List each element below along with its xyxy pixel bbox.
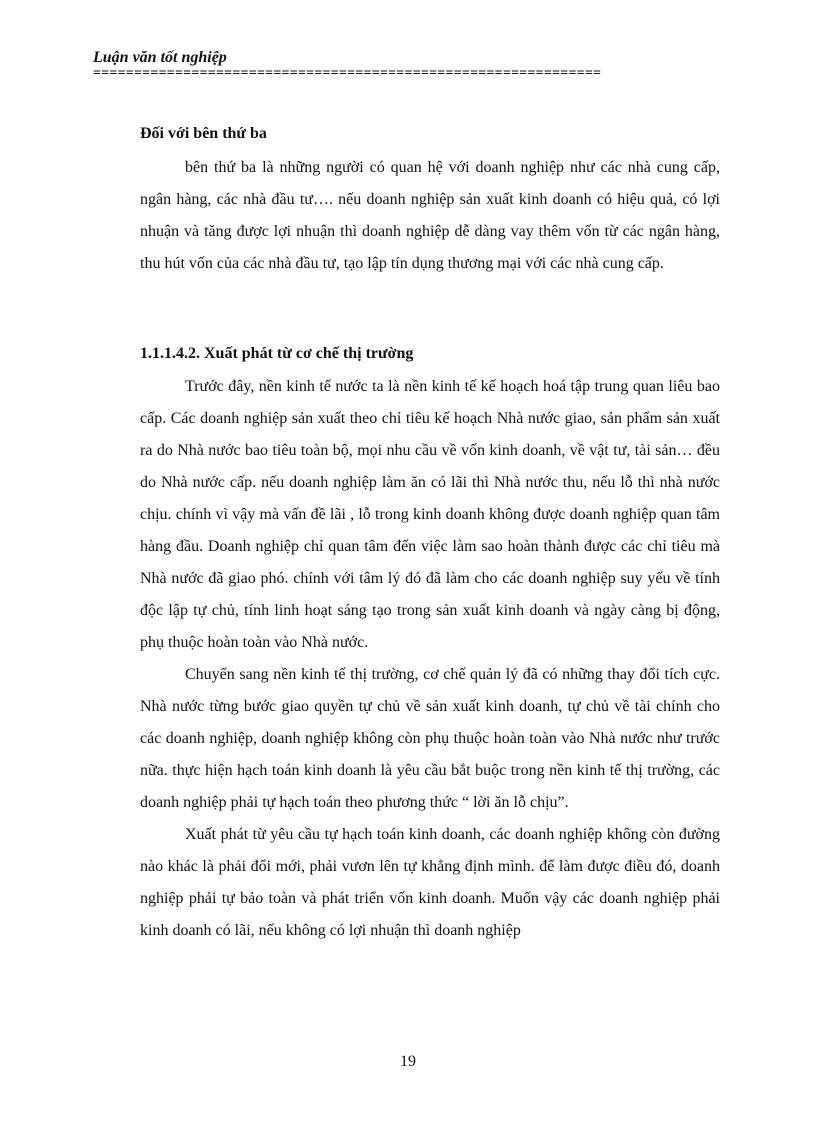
- section-third-party: [140, 124, 720, 280]
- paragraph: Chuyển sang nền kinh tế thị trường, cơ chế quản lý đã có những thay đổi tích cực. Nhà nước từng bước giao quyền tự chủ về sản xuất kinh doanh, tự chủ về tài chính cho các doanh nghiệp, doanh nghiệp không còn phụ thuộc hoàn toàn vào Nhà nước như trước nữa. thực hiện hạch toán kinh doanh là yêu cầu bắt buộc trong nền kinh tế thị trường, các doanh nghiệp phải tự hạch toán theo phương thức “ lời ăn lỗ chịu”.: [140, 666, 720, 811]
- section-heading: Đối với bên thứ ba: [140, 125, 267, 142]
- section-market-mechanism: [140, 344, 720, 947]
- section-heading: 1.1.1.4.2. Xuất phát từ cơ chế thị trường: [140, 345, 414, 362]
- paragraph: Xuất phát từ yêu cầu tự hạch toán kinh doanh, các doanh nghiệp không còn đường nào khác là phải đổi mới, phải vươn lên tự khẳng định mình. để làm được điều đó, doanh nghiệp phải tự bảo toàn và phát triển vốn kinh doanh. Muốn vậy các doanh nghiệp phải kinh doanh có lãi, nếu không có lợi nhuận thì doanh nghiệp: [140, 826, 720, 939]
- header-divider: ==============================================================: [93, 66, 602, 81]
- page-number: 19: [400, 1053, 416, 1070]
- paragraph: bên thứ ba là những người có quan hệ với doanh nghiệp như các nhà cung cấp, ngân hàng, các nhà đầu tư…. nếu doanh nghiệp sản xuất kinh doanh có hiệu quả, có lợi nhuận và tăng được lợi nhuận thì doanh nghiệp dễ dàng vay thêm vốn từ các ngân hàng, thu hút vốn của các nhà đầu tư, tạo lập tín dụng thương mại với các nhà cung cấp.: [140, 159, 720, 272]
- paragraph: Trước đây, nền kinh tế nước ta là nền kinh tế kế hoạch hoá tập trung quan liêu bao cấp. Các doanh nghiệp sản xuất theo chỉ tiêu kế hoạch Nhà nước giao, sản phẩm sản xuất ra do Nhà nước bao tiêu toàn bộ, mọi nhu cầu về vốn kinh doanh, về vật tư, tài sản… đều do Nhà nước cấp. nếu doanh nghiệp làm ăn có lãi thì Nhà nước thu, nếu lỗ thì nhà nước chịu. chính vì vậy mà vấn đề lãi , lỗ trong kinh doanh không được doanh nghiệp quan tâm hàng đầu. Doanh nghiệp chỉ quan tâm đến việc làm sao hoàn thành được các chỉ tiêu mà Nhà nước đã giao phó. chính với tâm lý đó đã làm cho các doanh nghiệp suy yếu về tính độc lập tự chủ, tính linh hoạt sáng tạo trong sản xuất kinh doanh và ngày càng bị động, phụ thuộc hoàn toàn vào Nhà nước.: [140, 378, 720, 651]
- running-header-title: Luận văn tốt nghiệp: [93, 49, 227, 66]
